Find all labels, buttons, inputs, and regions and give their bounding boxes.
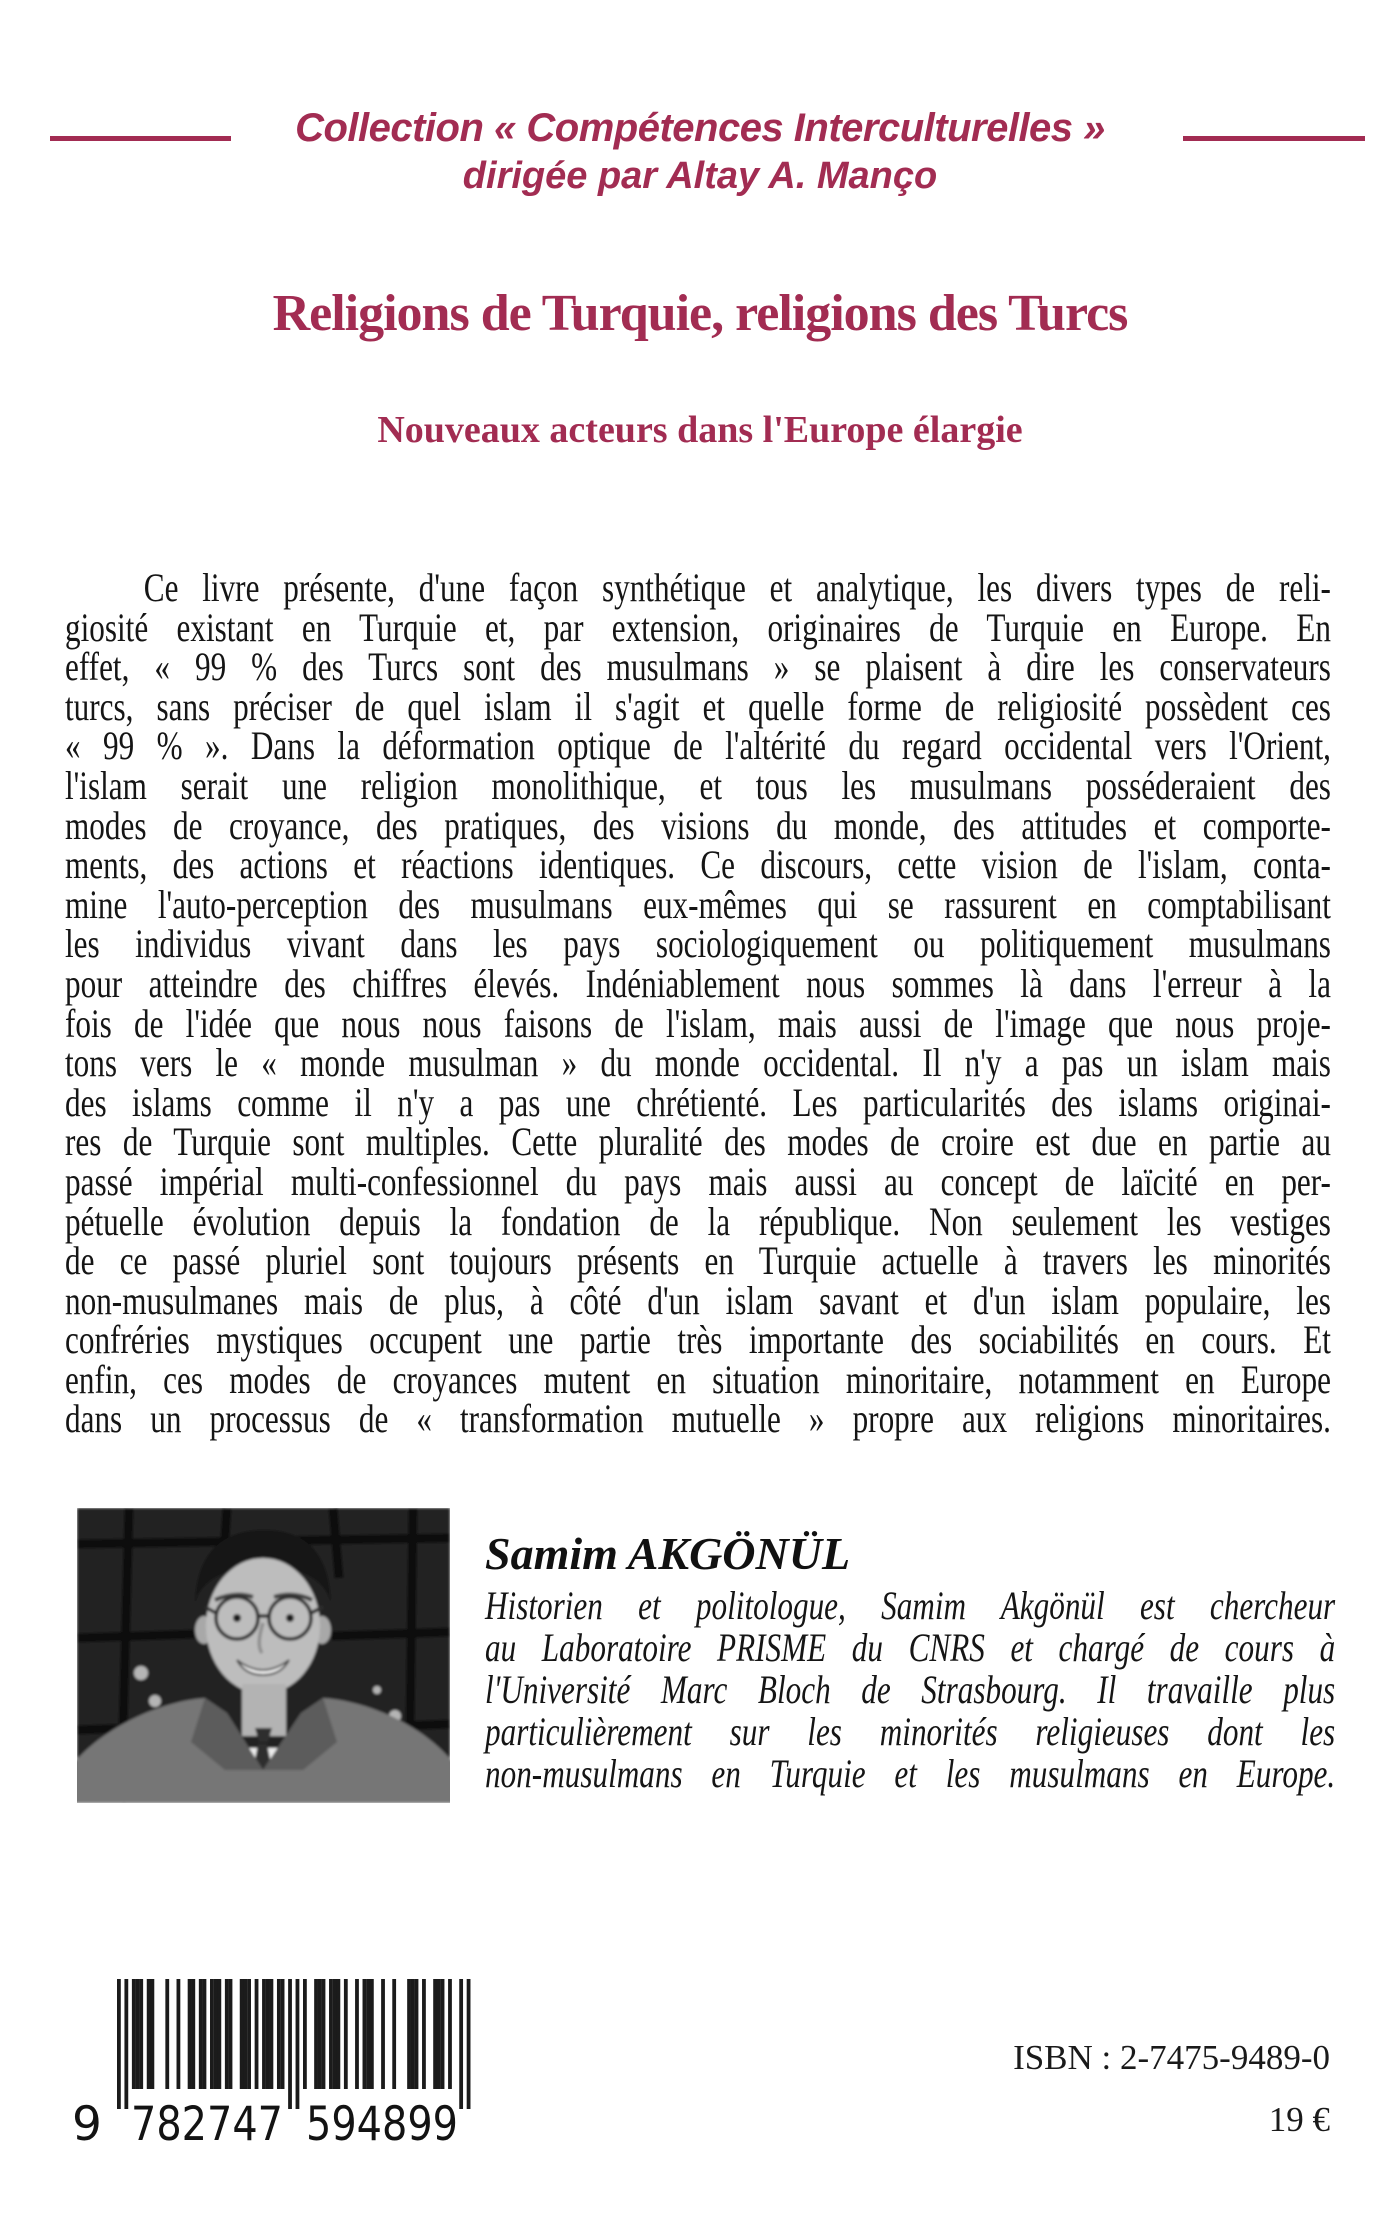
- barcode-digits: [72, 2097, 458, 2147]
- text-line: Historien et politologue, Samim Akgönül est chercheur: [485, 1583, 1336, 1628]
- author-photo-graphic: [77, 1508, 450, 1803]
- text-line: fois de l'idée que nous nous faisons de l'islam, mais aussi de l'image que nous proje-: [65, 1000, 1331, 1046]
- text-line: effet, « 99 % des Turcs sont des musulmans » se plaisent à dire les conservateurs: [65, 644, 1331, 690]
- text-line: giosité existant en Turquie et, par extension, originaires de Turquie en Europe. En: [65, 604, 1331, 650]
- collection-director: dirigée par Altay A. Manço: [462, 155, 938, 197]
- text-line: tons vers le « monde musulman » du monde occidental. Il n'y a pas un islam mais: [65, 1040, 1331, 1086]
- svg-text:9: 9: [72, 2097, 102, 2147]
- book-title: Religions de Turquie, religions des Turcs: [272, 285, 1128, 342]
- synopsis: [65, 565, 1331, 1442]
- text-line: non-musulmanes mais de plus, à côté d'un islam savant et d'un islam populaire, les: [65, 1277, 1331, 1323]
- author-photo: [77, 1508, 450, 1803]
- text-line: turcs, sans préciser de quel islam il s'agit et quelle forme de religiosité possèdent ces: [65, 683, 1331, 729]
- price: 19 €: [1268, 2100, 1330, 2139]
- right-rule: [1183, 136, 1365, 141]
- text-line: l'islam serait une religion monolithique, et tous les musulmans posséderaient des: [65, 762, 1331, 808]
- svg-text:782747: 782747: [131, 2097, 283, 2147]
- barcode-bars: [117, 1979, 470, 2109]
- text-line: « 99 % ». Dans la déformation optique de l'altérité du regard occidental vers l'Orient,: [65, 723, 1331, 769]
- text-line: pétuelle évolution depuis la fondation de la république. Non seulement les vestiges: [65, 1198, 1331, 1244]
- text-line: non-musulmans en Turquie et les musulmans en Europe.: [485, 1751, 1336, 1796]
- author-name: Samim AKGÖNÜL: [485, 1528, 851, 1579]
- text-line: res de Turquie sont multiples. Cette pluralité des modes de croire est due en partie au: [65, 1119, 1331, 1165]
- svg-text:594899: 594899: [306, 2097, 458, 2147]
- text-line: ments, des actions et réactions identiques. Ce discours, cette vision de l'islam, conta-: [65, 842, 1331, 888]
- text-line: dans un processus de « transformation mutuelle » propre aux religions minoritaires.: [65, 1396, 1331, 1442]
- text-line: Ce livre présente, d'une façon synthétique et analytique, les divers types de reli-: [143, 565, 1331, 610]
- book-subtitle: Nouveaux acteurs dans l'Europe élargie: [377, 409, 1023, 451]
- text-line: des islams comme il n'y a pas une chrétienté. Les particularités des islams originai-: [65, 1079, 1331, 1125]
- isbn: ISBN : 2-7475-9489-0: [1013, 2038, 1330, 2077]
- text-line: l'Université Marc Bloch de Strasbourg. Il travaille plus: [485, 1667, 1336, 1712]
- text-line: confréries mystiques occupent une partie très importante des sociabilités en cours. Et: [65, 1317, 1331, 1363]
- text-line: particulièrement sur les minorités religieuses dont les: [485, 1709, 1336, 1754]
- author-bio: [485, 1585, 1335, 1795]
- text-line: pour atteindre des chiffres élevés. Indéniablement nous sommes là dans l'erreur à la: [65, 960, 1331, 1006]
- barcode: [68, 1977, 478, 2147]
- text-line: enfin, ces modes de croyances mutent en situation minoritaire, notamment en Europe: [65, 1356, 1331, 1402]
- text-line: modes de croyance, des pratiques, des visions du monde, des attitudes et comporte-: [65, 802, 1331, 848]
- text-line: de ce passé pluriel sont toujours présents en Turquie actuelle à travers les minorités: [65, 1238, 1331, 1284]
- text-line: passé impérial multi-confessionnel du pays mais aussi au concept de laïcité en per-: [65, 1158, 1331, 1204]
- text-line: mine l'auto-perception des musulmans eux-mêmes qui se rassurent en comptabilisant: [65, 881, 1331, 927]
- text-line: au Laboratoire PRISME du CNRS et chargé de cours à: [485, 1625, 1336, 1670]
- text-line: les individus vivant dans les pays sociologiquement ou politiquement musulmans: [65, 921, 1331, 967]
- collection-title: Collection « Compétences Interculturelles »: [295, 106, 1105, 150]
- left-rule: [50, 136, 231, 141]
